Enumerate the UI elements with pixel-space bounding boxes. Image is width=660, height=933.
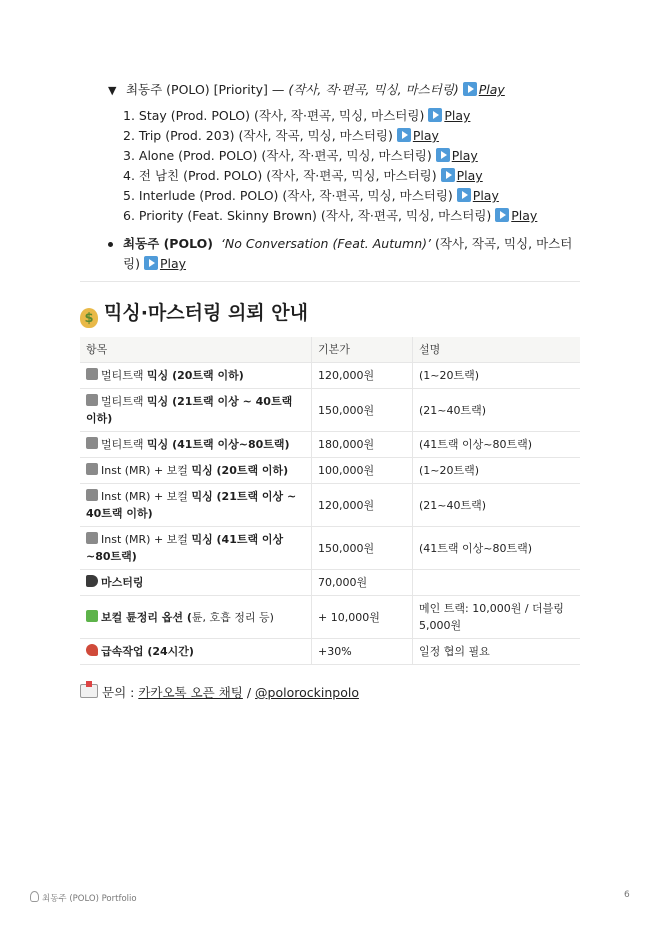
table-row: 멀티트랙 믹싱 (41트랙 이상~80트랙) 180,000원 (41트랙 이상~80트랙) [80,432,580,458]
play-icon [441,168,455,182]
bullet-title: ‘No Conversation (Feat. Autumn)’ [220,236,431,251]
description-cell: 메인 트랙: 10,000원 / 더블링 5,000원 [413,596,581,639]
table-row: 멀티트랙 믹싱 (21트랙 이상 ~ 40트랙 이하) 150,000원 (21~40트랙) [80,389,580,432]
toggle-credits: (작사, 작·편곡, 믹싱, 마스터링) [288,82,459,97]
play-icon [428,108,442,122]
section-heading: $ 믹싱·마스터링 의뢰 안내 [80,298,308,328]
page-number: 6 [624,890,630,900]
price-cell: 150,000원 [312,389,413,432]
play-icon [436,148,450,162]
pricing-table [80,337,580,665]
lightbulb-icon [30,891,39,902]
header-item: 항목 [80,337,312,363]
description-cell: 일정 협의 필요 [413,639,581,665]
toggle-triangle-icon[interactable]: ▼ [108,84,117,97]
tombstone-icon [86,532,98,544]
priority-play-link[interactable]: Play [463,82,505,97]
price-cell: +30% [312,639,413,665]
track-play-link[interactable]: Play [457,188,499,203]
track-item: 2. Trip (Prod. 203) (작사, 작곡, 믹싱, 마스터링) Play [123,128,439,143]
price-cell: 70,000원 [312,570,413,596]
bullet-credits: (작사, 작곡, 믹싱, 마스터링) [123,236,573,271]
no-conversation-item [108,234,578,274]
description-cell [413,570,581,596]
play-icon [463,82,477,96]
instagram-link[interactable]: @polorockinpolo [255,685,359,700]
description-cell: (41트랙 이상~80트랙) [413,527,581,570]
kakao-open-chat-link[interactable]: 카카오톡 오픈 채팅 [138,685,243,700]
play-icon [495,208,509,222]
track-play-link[interactable]: Play [436,148,478,163]
price-cell: 100,000원 [312,458,413,484]
section-divider [80,281,580,282]
table-row: 급속작업 (24시간) +30% 일정 협의 필요 [80,639,580,665]
track-item: 4. 전 남친 (Prod. POLO) (작사, 작·편곡, 믹싱, 마스터링) Play [123,168,483,183]
table-header-row [80,337,580,363]
track-item: 6. Priority (Feat. Skinny Brown) (작사, 작·편곡, 믹싱, 마스터링) Play [123,208,538,223]
priority-toggle[interactable] [108,80,505,98]
price-cell: + 10,000원 [312,596,413,639]
description-cell: (1~20트랙) [413,458,581,484]
description-cell: (1~20트랙) [413,363,581,389]
puzzle-icon [86,610,98,622]
tombstone-icon [86,437,98,449]
page-footer: 최동주 (POLO) Portfolio [30,891,137,904]
track-item: 1. Stay (Prod. POLO) (작사, 작·편곡, 믹싱, 마스터링) Play [123,108,471,123]
play-icon [457,188,471,202]
track-item: 3. Alone (Prod. POLO) (작사, 작·편곡, 믹싱, 마스터링) Play [123,148,478,163]
header-price: 기본가 [312,337,413,363]
table-row: 마스터링 70,000원 [80,570,580,596]
track-play-link[interactable]: Play [397,128,439,143]
track-play-link[interactable]: Play [495,208,537,223]
rocket-icon [86,644,98,656]
bullet-dot-icon [108,242,113,247]
table-row: Inst (MR) + 보컬 믹싱 (20트랙 이하) 100,000원 (1~20트랙) [80,458,580,484]
speaker-icon [86,575,98,587]
description-cell: (21~40트랙) [413,389,581,432]
description-cell: (41트랙 이상~80트랙) [413,432,581,458]
header-description: 설명 [413,337,581,363]
price-cell: 150,000원 [312,527,413,570]
track-item: 5. Interlude (Prod. POLO) (작사, 작·편곡, 믹싱, 마스터링) Play [123,188,499,203]
track-play-link[interactable]: Play [428,108,470,123]
money-bag-icon: $ [80,308,98,328]
description-cell: (21~40트랙) [413,484,581,527]
table-row: 멀티트랙 믹싱 (20트랙 이하) 120,000원 (1~20트랙) [80,363,580,389]
track-play-link[interactable]: Play [441,168,483,183]
table-row: 보컬 튠정리 옵션 (튠, 호흡 정리 등) + 10,000원 메인 트랙: 10,000원 / 더블링 5,000원 [80,596,580,639]
play-icon [144,256,158,270]
toggle-label: 최동주 (POLO) [Priority] — [125,82,289,97]
table-row: Inst (MR) + 보컬 믹싱 (21트랙 이상 ~ 40트랙 이하) 120,000원 (21~40트랙) [80,484,580,527]
tombstone-icon [86,463,98,475]
tombstone-icon [86,489,98,501]
tombstone-icon [86,394,98,406]
table-row: Inst (MR) + 보컬 믹싱 (41트랙 이상~80트랙) 150,000원 (41트랙 이상~80트랙) [80,527,580,570]
price-cell: 180,000원 [312,432,413,458]
price-cell: 120,000원 [312,484,413,527]
tombstone-icon [86,368,98,380]
play-icon [397,128,411,142]
mail-icon [80,684,98,698]
contact-line: 문의 : 카카오톡 오픈 채팅 / @polorockinpolo [80,683,359,701]
track-list [123,106,537,226]
price-cell: 120,000원 [312,363,413,389]
bullet-artist: 최동주 (POLO) [123,236,213,251]
no-conversation-play-link[interactable]: Play [144,256,186,271]
